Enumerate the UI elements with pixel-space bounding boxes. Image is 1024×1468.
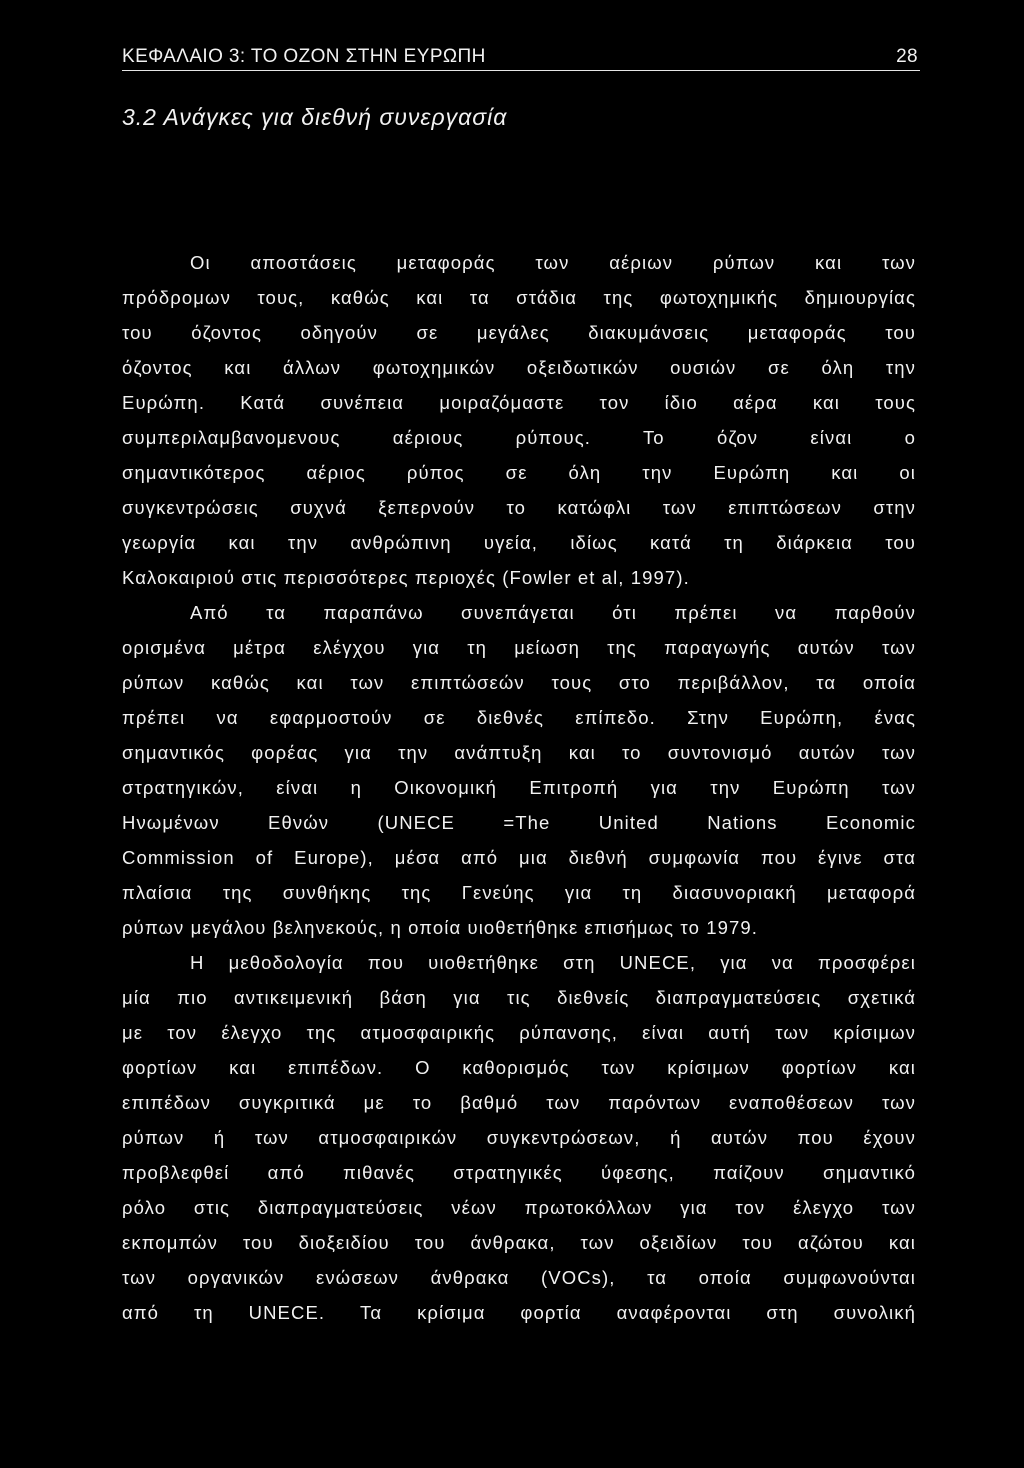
paragraph-line: μία πιο αντικειμενική βάση για τις διεθνείς διαπραγματεύσεις σχετικά (122, 987, 916, 1008)
paragraph-line: επιπέδων συγκριτικά με το βαθμό των παρόντων εναποθέσεων των (122, 1092, 916, 1113)
paragraph-line: ρύπων καθώς και των επιπτώσεών τους στο περιβάλλον, τα οποία (122, 672, 916, 693)
paragraph-line: ρύπων μεγάλου βεληνεκούς, η οποία υιοθετήθηκε επισήμως το 1979. (122, 917, 759, 938)
paragraph-line: πλαίσια της συνθήκης της Γενεύης για τη διασυνοριακή μεταφορά (122, 882, 916, 903)
paragraph-line: ορισμένα μέτρα ελέγχου για τη μείωση της παραγωγής αυτών των (122, 637, 916, 658)
page-number: 28 (896, 46, 918, 67)
paragraph-line: με τον έλεγχο της ατμοσφαιρικής ρύπανσης, είναι αυτή των κρίσιμων (122, 1022, 916, 1043)
paragraph-line: Ηνωμένων Εθνών (UNECE =The United Nations Economic (122, 812, 916, 833)
chapter-title: ΚΕΦΑΛΑΙΟ 3: ΤΟ ΟΖΟΝ ΣΤΗΝ ΕΥΡΩΠΗ (122, 46, 486, 67)
paragraph-line: συγκεντρώσεις συχνά ξεπερνούν το κατώφλι των επιπτώσεων στην (122, 497, 916, 518)
paragraph-line: Commission of Europe), μέσα από μια διεθνή συμφωνία που έγινε στα (122, 847, 916, 868)
paragraph-line: ρύπων ή των ατμοσφαιρικών συγκεντρώσεων, ή αυτών που έχουν (122, 1127, 916, 1148)
section-heading: 3.2 Ανάγκες για διεθνή συνεργασία (122, 104, 508, 130)
paragraph-line: στρατηγικών, είναι η Οικονομική Επιτροπή για την Ευρώπη των (122, 777, 916, 798)
paragraph-line: Από τα παραπάνω συνεπάγεται ότι πρέπει να παρθούν (190, 602, 916, 623)
paragraph-line: συμπεριλαμβανομενους αέριους ρύπους. Το όζον είναι ο (122, 427, 916, 448)
paragraph-line: των οργανικών ενώσεων άνθρακα (VOCs), τα οποία συμφωνούνται (122, 1267, 916, 1288)
paragraph-line: Οι αποστάσεις μεταφοράς των αέριων ρύπων και των (190, 252, 916, 273)
paragraph-line: πρόδρομων τους, καθώς και τα στάδια της φωτοχημικής δημιουργίας (122, 287, 916, 308)
paragraph-line: πρέπει να εφαρμοστούν σε διεθνές επίπεδο. Στην Ευρώπη, ένας (122, 707, 916, 728)
paragraph-line: σημαντικότερος αέριος ρύπος σε όλη την Ευρώπη και οι (122, 462, 916, 483)
paragraph-line: Ευρώπη. Κατά συνέπεια μοιραζόμαστε τον ίδιο αέρα και τους (122, 392, 916, 413)
paragraph-line: προβλεφθεί από πιθανές στρατηγικές ύφεσης, παίζουν σημαντικό (122, 1162, 916, 1183)
paragraph-line: φορτίων και επιπέδων. Ο καθορισμός των κρίσιμων φορτίων και (122, 1057, 916, 1078)
paragraph-line: γεωργία και την ανθρώπινη υγεία, ιδίως κατά τη διάρκεια του (122, 532, 916, 553)
paragraph-line: από τη UNECE. Τα κρίσιμα φορτία αναφέρονται στη συνολική (122, 1302, 916, 1323)
paragraph-line: Καλοκαιριού στις περισσότερες περιοχές (Fowler et al, 1997). (122, 567, 690, 588)
paragraph-line: Η μεθοδολογία που υιοθετήθηκε στη UNECE, για να προσφέρει (190, 952, 916, 973)
paragraph-line: ρόλο στις διαπραγματεύσεις νέων πρωτοκόλλων για τον έλεγχο των (122, 1197, 916, 1218)
paragraph-line: του όζοντος οδηγούν σε μεγάλες διακυμάνσεις μεταφοράς του (122, 322, 916, 343)
paragraph-line: σημαντικός φορέας για την ανάπτυξη και το συντονισμό αυτών των (122, 742, 916, 763)
paragraph-line: εκπομπών του διοξειδίου του άνθρακα, των οξειδίων του αζώτου και (122, 1232, 916, 1253)
paragraph-line: όζοντος και άλλων φωτοχημικών οξειδωτικών ουσιών σε όλη την (122, 357, 916, 378)
running-header (122, 44, 920, 71)
